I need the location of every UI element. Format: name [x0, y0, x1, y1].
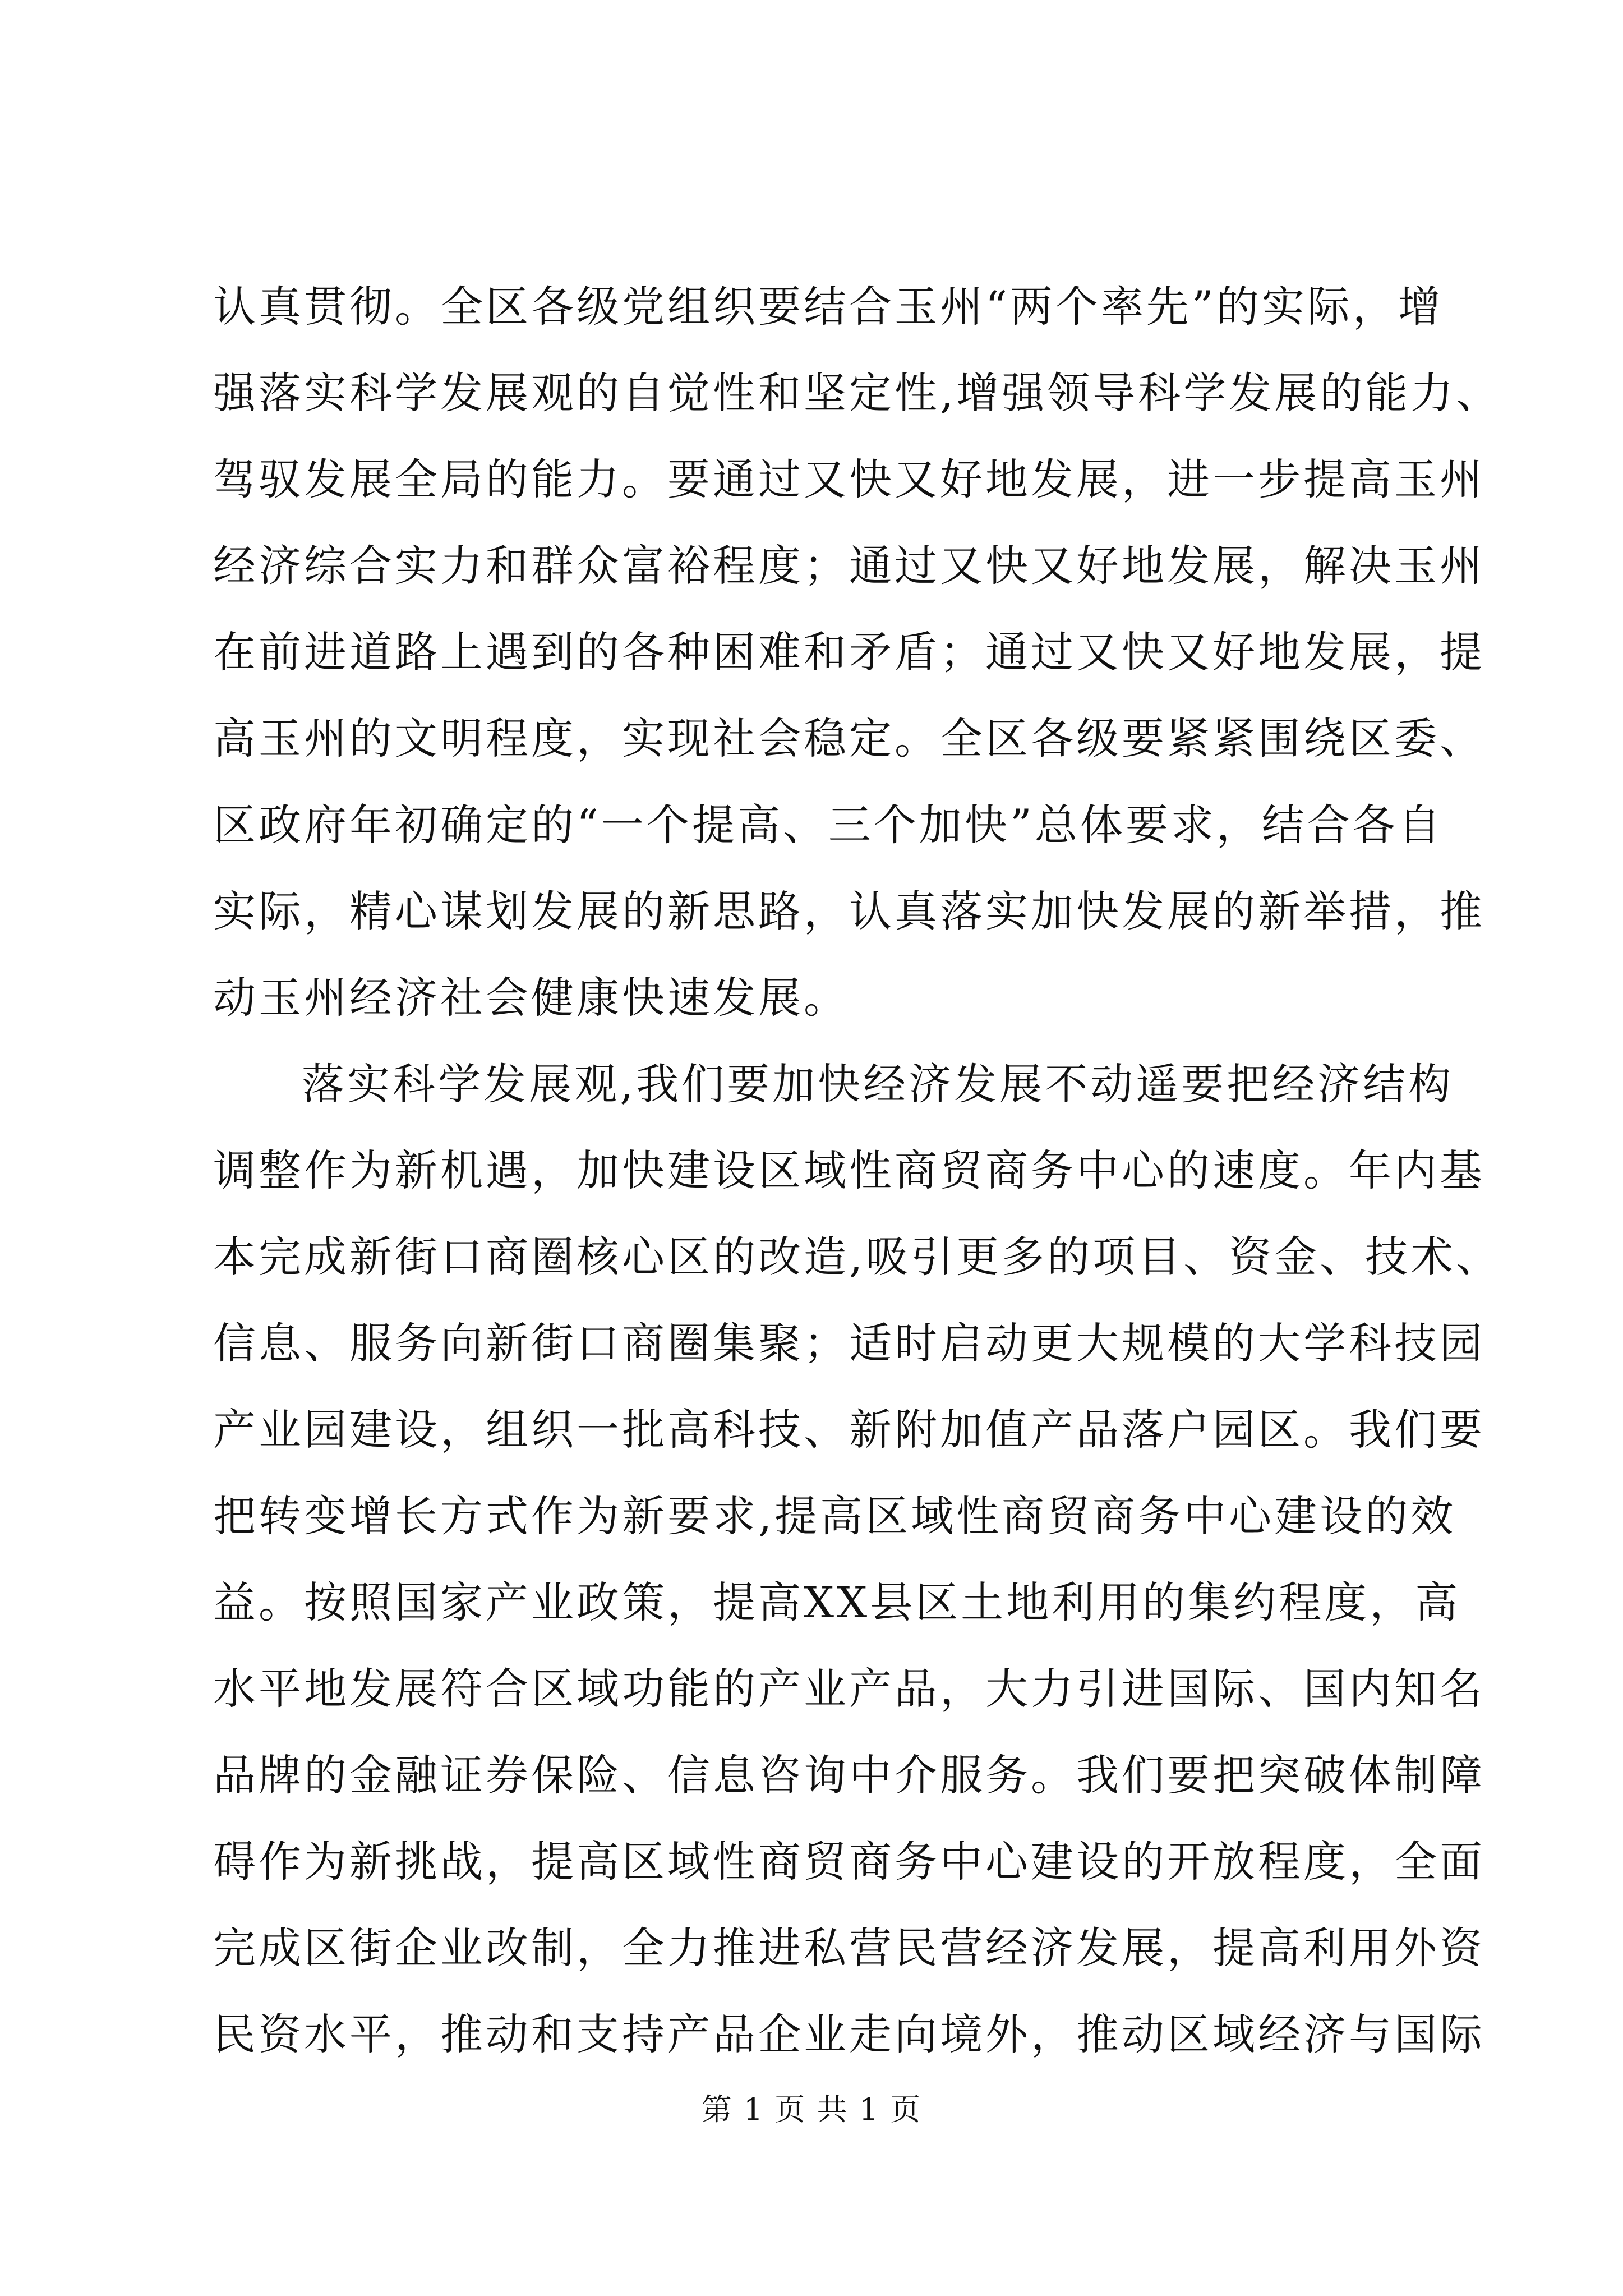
- text-line: 调整作为新机遇，加快建设区域性商贸商务中心的速度。年内基: [213, 1145, 1485, 1195]
- text-line: 本完成新街口商圈核心区的改造,吸引更多的项目、资金、技术、: [213, 1232, 1502, 1282]
- text-line: 强落实科学发展观的自觉性和坚定性,增强领导科学发展的能力、: [213, 368, 1502, 418]
- text-line: 经济综合实力和群众富裕程度；通过又快又好地发展，解决玉州: [213, 541, 1485, 591]
- text-line: 驾驭发展全局的能力。要通过又快又好地发展，进一步提高玉州: [213, 454, 1485, 504]
- body-text: [213, 264, 1502, 2078]
- text-line: 高玉州的文明程度，实现社会稳定。全区各级要紧紧围绕区委、: [213, 714, 1485, 763]
- text-line: 在前进道路上遇到的各种困难和矛盾；通过又快又好地发展，提: [213, 627, 1485, 677]
- text-line: 把转变增长方式作为新要求,提高区域性商贸商务中心建设的效: [213, 1491, 1456, 1541]
- text-line: 产业园建设，组织一批高科技、新附加值产品落户园区。我们要: [213, 1405, 1485, 1455]
- text-line: 动玉州经济社会健康快速发展。: [213, 973, 849, 1023]
- page-number-label: 第 1 页 共 1 页: [701, 2092, 922, 2127]
- text-line: 完成区街企业改制，全力推进私营民营经济发展，提高利用外资: [213, 1923, 1485, 1973]
- text-line: 认真贯彻。全区各级党组织要结合玉州“两个率先”的实际，增: [213, 282, 1444, 332]
- text-line: 信息、服务向新街口商圈集聚；适时启动更大规模的大学科技园: [213, 1318, 1485, 1368]
- paragraph-first-line: 落实科学发展观,我们要加快经济发展不动遥要把经济结构: [302, 1059, 1454, 1109]
- page-footer: [0, 2090, 1623, 2129]
- text-line: 实际，精心谋划发展的新思路，认真落实加快发展的新举措，推: [213, 886, 1485, 936]
- text-line: 水平地发展符合区域功能的产业产品，大力引进国际、国内知名: [213, 1664, 1485, 1714]
- text-line: 区政府年初确定的“一个提高、三个加快”总体要求，结合各自: [213, 800, 1444, 850]
- text-line: 民资水平，推动和支持产品企业走向境外，推动区域经济与国际: [213, 2009, 1485, 2059]
- text-line: 益。按照国家产业政策，提高XX县区土地利用的集约程度，高: [213, 1577, 1461, 1627]
- text-line: 品牌的金融证券保险、信息咨询中介服务。我们要把突破体制障: [213, 1750, 1485, 1800]
- text-line: 碍作为新挑战，提高区域性商贸商务中心建设的开放程度，全面: [213, 1837, 1485, 1887]
